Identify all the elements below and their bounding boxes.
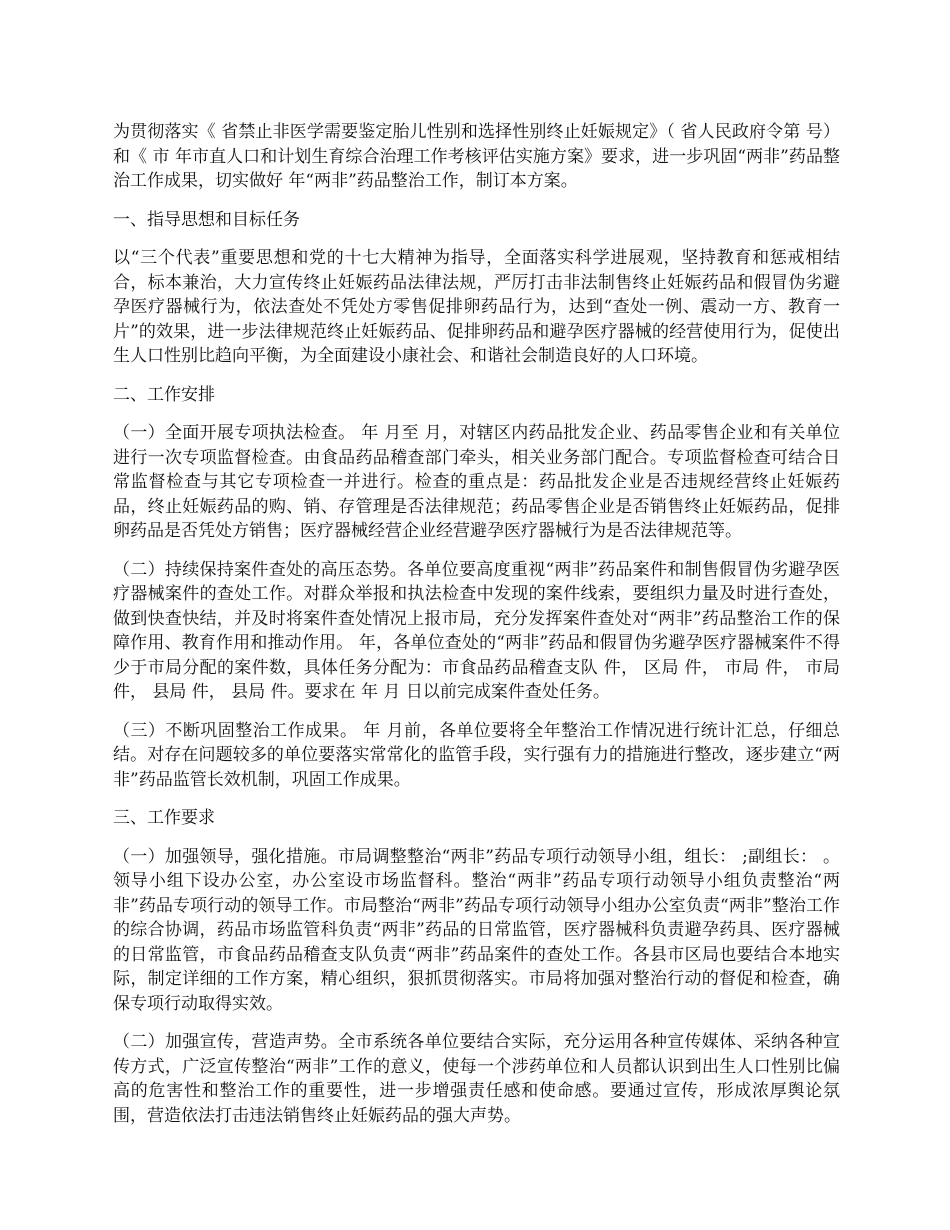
section-1-paragraph: 以“三个代表”重要思想和党的十七大精神为指导，全面落实科学进展观，坚持教育和惩戒相结合，标本兼治，大力宣传终止妊娠药品法律法规，严厉打击非法制售终止妊娠药品和假冒伪劣避孕医疗器械行为，依法查处不凭处方零售促排卵药品行为，达到“查处一例、震动一方、教育一片”的效果，进一步法律规范终止妊娠药品、促排卵药品和避孕医疗器械的经营使用行为，促使出生人口性别比趋向平衡，为全面建设小康社会、和谐社会制造良好的人口环境。 — [113, 248, 840, 366]
section-2-paragraph-2: （二）持续保持案件查处的高压态势。各单位要高度重视“两非”药品案件和制售假冒伪劣避孕医疗器械案件的查处工作。对群众举报和执法检查中发现的案件线索，要组织力量及时进行查处，做到快查快结，并及时将案件查处情况上报市局，充分发挥案件查处对“两非”药品整治工作的保障作用、教育作用和推动作用。 年，各单位查处的“两非”药品和假冒伪劣避孕医疗器械案件不得少于市局分配的案件数，具体任务分配为：市食品药品稽查支队 件， 区局 件， 市局 件， 市局 件， 县局 件， 县局 件。要求在 年 月 日以前完成案件查处任务。 — [113, 559, 840, 702]
section-3-paragraph-2: （二）加强宣传，营造声势。全市系统各单位要结合实际，充分运用各种宣传媒体、采纳各种宣传方式，广泛宣传整治“两非”工作的意义，使每一个涉药单位和人员都认识到出生人口性别比偏高的危害性和整治工作的重要性，进一步增强责任感和使命感。要通过宣传，形成浓厚舆论氛围，营造依法打击违法销售终止妊娠药品的强大声势。 — [113, 1032, 840, 1126]
section-2-paragraph-1: （一）全面开展专项执法检查。 年 月至 月，对辖区内药品批发企业、药品零售企业和有关单位进行一次专项监督检查。由食品药品稽查部门牵头，相关业务部门配合。专项监督检查可结合日常监督检查与其它专项检查一并进行。检查的重点是：药品批发企业是否违规经营终止妊娠药品，终止妊娠药品的购、销、存管理是否法律规范；药品零售企业是否销售终止妊娠药品，促排卵药品是否凭处方销售；医疗器械经营企业经营避孕医疗器械行为是否法律规范等。 — [113, 423, 840, 541]
section-1-heading: 一、指导思想和目标任务 — [113, 209, 300, 230]
section-3-paragraph-1: （一）加强领导，强化措施。市局调整整治“两非”药品专项行动领导小组，组长： ;副组长： 。领导小组下设办公室，办公室设市场监督科。整治“两非”药品专项行动领导小组负责整治“两非”药品专项行动的领导工作。市局整治“两非”药品专项行动领导小组办公室负责“两非”整治工作的综合协调，药品市场监管科负责“两非”药品的日常监管，医疗器械科负责避孕药具、医疗器械的日常监管，市食品药品稽查支队负责“两非”药品案件的查处工作。各县市区局也要结合本地实际，制定详细的工作方案，精心组织，狠抓贯彻落实。市局将加强对整治行动的督促和检查，确保专项行动取得实效。 — [113, 846, 840, 1014]
intro-paragraph: 为贯彻落实《 省禁止非医学需要鉴定胎儿性别和选择性别终止妊娠规定》（ 省人民政府令第 号）和《 市 年市直人口和计划生育综合治理工作考核评估实施方案》要求，进一步巩固“两非”药品整治工作成果，切实做好 年“两非”药品整治工作，制订本方案。 — [113, 122, 840, 191]
section-3-heading: 三、工作要求 — [113, 808, 215, 828]
section-2-heading: 二、工作安排 — [113, 384, 215, 405]
section-2-paragraph-3: （三）不断巩固整治工作成果。 年 月前，各单位要将全年整治工作情况进行统计汇总，仔细总结。对存在问题较多的单位要落实常常化的监管手段，实行强有力的措施进行整改，逐步建立“两非”药品监管长效机制，巩固工作成果。 — [113, 720, 840, 790]
document-body — [113, 120, 840, 1142]
